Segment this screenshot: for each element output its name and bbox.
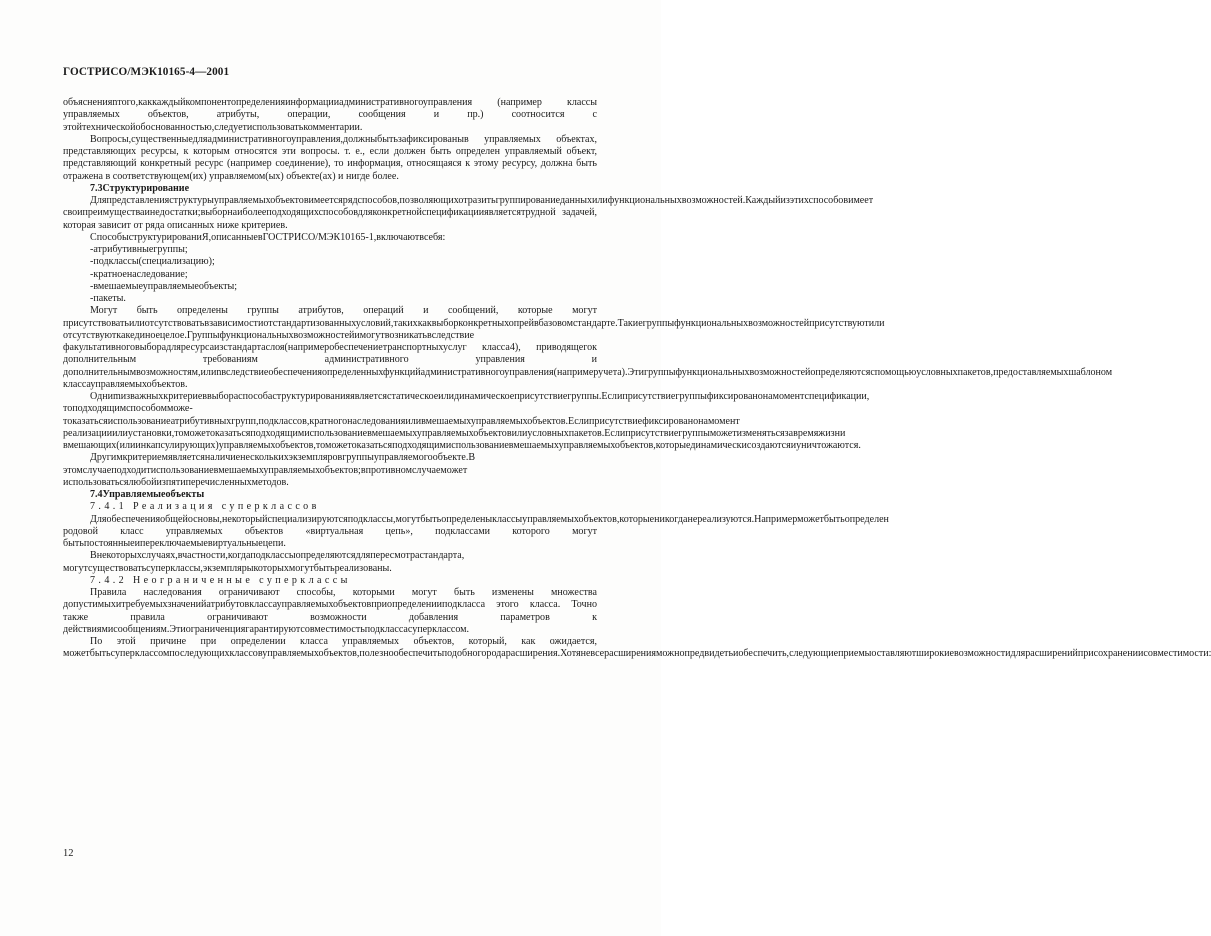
list-item: -кратноенаследование; bbox=[90, 268, 188, 280]
paragraph-inheritance-rules: Правила наследования ограничивают способы, которыми могут быть изменены множества допустимыхитребуемыхзначенийатрибутовклассауправляемыхобъектовприопределенииподкласса этого класса. Точно также правила ограничивают возможности добавления параметров к действиямисообщениям.Этиограниченциягарантируютсовместимостьподклассасуперклассом. bbox=[63, 587, 597, 635]
page-number: 12 bbox=[63, 848, 74, 859]
body-text bbox=[63, 97, 1211, 661]
list-item: -атрибутивныегруппы; bbox=[90, 244, 188, 255]
paragraph-methods-intro: СпособыструктурированиЯ,описанныевГОСТРИСО/МЭК10165-1,включаютвсебя: bbox=[90, 231, 446, 243]
paragraph-extension: По этой причине при определении класса управляемых объектов, который, как ожидается, можетбытьсуперклассомпоследующихклассовуправляемыхобъектов,полезнообеспечитьподобногородарасширения.Хотяневсерасширенияможнопредвидетьиобеспечить,следующиеприемыоставляютширокиевозможностидлярасширенийприсохранениисовместимости: bbox=[63, 636, 1211, 660]
section-heading-7-4: 7.4Управляемыеобъекты bbox=[90, 489, 205, 500]
list-item: -подклассы(специализацию); bbox=[90, 256, 215, 268]
paragraph-other-criterion: Другимкритериемявляетсяналичиенесколькихэкземпляровгруппыуправляемогообъекте.В этомслучаеподходитиспользованиевмешаемыхуправляемыхобъектов;впротивномслучаеможет использоватьсялюбойизпятиперечисленныхметодов. bbox=[63, 452, 476, 488]
subsection-heading-7-4-2: 7.4.2 Неограниченные суперклассы bbox=[90, 574, 351, 586]
paragraph-criteria: Одниmизважныхкритериеввыбораспособаструктурированияявляетсястатическоеилидинамическоеприсутствиегруппы.Еслиприсутствиегруппыфиксированонамоментспецификации, топодходящимспособомможетоказатьсяиспользованиеатрибутивныхгрупп,подклассов,кратногонаследованияиливмешаемыхуправляемыхобъектов.Еслиприсутствиефиксированонамомент реализацииилиустановки,томожетоказатьсяподходящимиспользованиевмешаемыхуправляемыхобъектовилиусловныхпакетов.Еслиприсутствиегруппыможетизменятьсязавремяжизни вмешающих(илиинкапсулирующих)управляемыхобъектов,томожетоказатьсяподходящимиспользованиевмешаемыхуправляемыхобъектов,которыединамическисоздаютсяиуничтожаются. bbox=[63, 391, 870, 451]
paragraph-superclass-cases: Внекоторыхслучаях,вчастности,когдаподклассыопределяютсядляпересмотрастандарта, могутсуществоватьсуперклассы,экземплярыкоторыхмогутбытьреализованы. bbox=[63, 550, 465, 574]
paragraph-groups: Могут быть определены группы атрибутов, операций и сообщений, которые могут присутствоватьилиотсутствоватьвзависимостиотстандартизованныхусловий,такихкаквыборконкретныхопрейвбазовомстандарте.Такиегруппыфункциональныхвозможностейприсутствуютили отсутствуюткакединоецелое.Группыфункциональныхвозможностейимогутвозникатьвследствие факультативноговыборадляресурсаизстандартаслоя(напримеробеспечениетранспортныхуслуг класса4), приводящегок дополнительным требованиям административного управления и дополнительнымвозможностям,илиnвследствиеобеспеченияопределенныхфункцийадминистративногоуправления(напримеручета).Этигруппыфункциональныхвозможностейопределяютсяспомощьюусловныхпакетов,предоставляемыхшаблоном классауправляемыхобъектов. bbox=[63, 305, 1113, 390]
paragraph-questions: Вопросы,существенныедляадминистративногоуправления,должныбытьзафиксированыв управляемых объектах, представляющих ресурсы, к которым относятся эти вопросы. т. е., если должен быть определен управляемый объект, представляющий конкретный ресурс (например соединение), то информация, относящаяся к этому ресурсу, должна быть отражена в соответствующем(их) управляемом(ых) объекте(ах) и нигде более. bbox=[63, 133, 597, 182]
paragraph-superclass-basis: Дляобеспеченияобщейосновы,некоторыйспециализируютсяподклассы,могутбытьопределеныклассыуправляемыхобъектов,которыеникогданереализуются.Напримерможетбытьопределен родовой класс управляемых объектов «виртуальная цепь», подклассами которого могут бытьпостоянныеипереключаемыевиртуальныецепи. bbox=[63, 513, 889, 549]
list-item: -вмешаемыеуправляемыеобъекты; bbox=[90, 280, 238, 292]
subsection-heading-7-4-1: 7.4.1 Реализация суперклассов bbox=[90, 501, 320, 513]
running-header: ГОСТРИСО/МЭК10165-4—2001 bbox=[63, 66, 230, 78]
section-heading-7-3: 7.3Структурирование bbox=[90, 182, 190, 194]
paragraph-structure-methods: Дляпредставленияструктурыуправляемыхобъектовимеетсярядспособов,позволяющихотразитьгруппированиеданныхилифункциональныхвозможностей.Каждыйизэтихспособовимеет своипреимуществаинедостатки;выборнаиболееподходящихспособовдляконкретнойспецификацииявляетсятрудной задачей, которая зависит от ряда описанных ниже критериев. bbox=[63, 195, 874, 231]
paragraph-intro-continuation: объясненияnтого,каккаждыйкомпонентопределенияинформацииадминистративногоуправления (например классы управляемых объектов, атрибуты, операции, сообщения и пр.) соотносится с этойтехническойобоснованностью,следуетиспользоватькомментарии. bbox=[63, 97, 597, 133]
list-item: -пакеты. bbox=[90, 293, 126, 304]
